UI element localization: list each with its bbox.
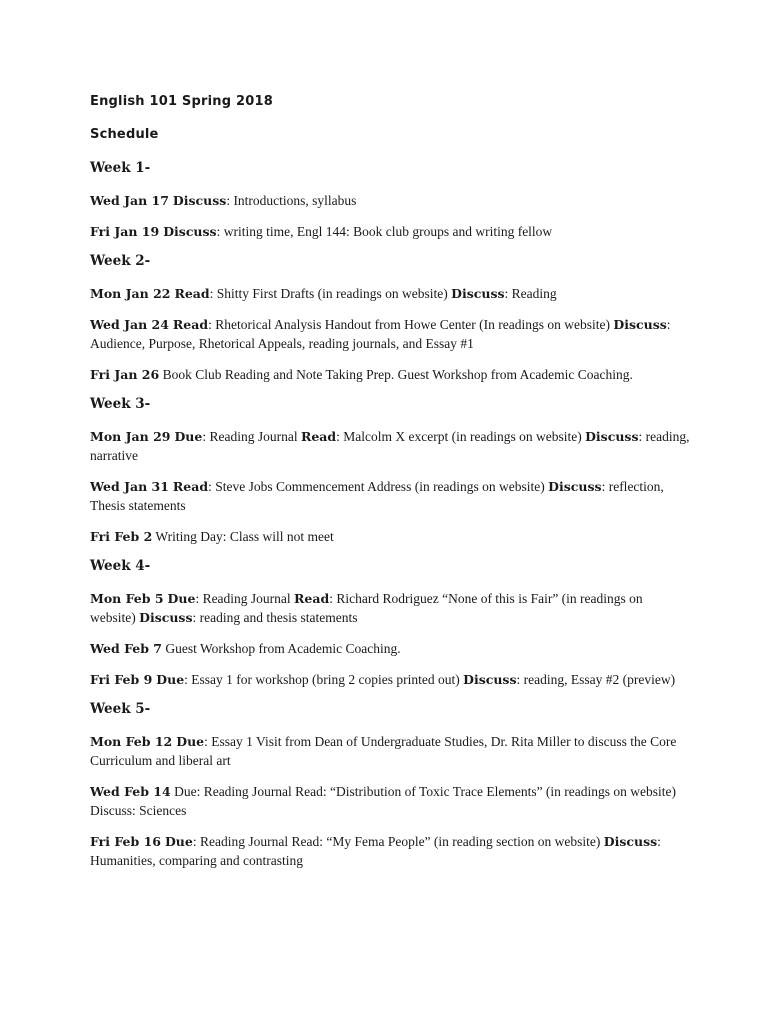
entry-keyword: Discuss [463,672,517,687]
entry-text: : Malcolm X excerpt (in readings on website) [336,429,586,444]
entry-date: Fri Jan 19 [90,224,160,239]
entry-text: : Reading Journal [202,429,301,444]
entry-text: Book Club Reading and Note Taking Prep. Guest Workshop from Academic Coaching. [159,367,633,382]
entry-date: Wed Jan 17 [90,193,169,208]
entry-keyword: Due [164,834,193,849]
schedule-entry [90,670,690,689]
week-heading: Week 4- [90,558,151,574]
schedule-entry [90,639,690,658]
entry-text: Guest Workshop from Academic Coaching. [162,641,401,656]
entry-text: : Audience, Purpose, Rhetorical Appeals, reading journals, and Essay #1 [90,317,671,351]
schedule-entry [90,222,690,241]
entry-keyword: Discuss [548,479,602,494]
schedule-entry [90,284,690,303]
entry-text: Writing Day: Class will not meet [152,529,334,544]
entry-text: : Steve Jobs Commencement Address (in readings on website) [208,479,549,494]
entry-keyword: Read [300,429,337,444]
entry-keyword: Read [172,479,209,494]
schedule-entry [90,427,690,465]
entry-keyword: Due [176,734,205,749]
entry-date: Mon Jan 29 [90,429,171,444]
week-heading: Week 3- [90,396,151,412]
entry-text: : Humanities, comparing and contrasting [90,834,661,868]
entry-text: Due: Reading Journal Read: “Distribution of Toxic Trace Elements” (in readings on website) Discuss: Sciences [90,784,677,818]
entry-text: : Rhetorical Analysis Handout from Howe Center (In readings on website) [208,317,614,332]
entry-date: Fri Feb 9 [90,672,153,687]
entry-keyword: Discuss [603,834,658,849]
week-heading: Week 1- [90,160,151,176]
document-subtitle: Schedule [90,127,159,142]
entry-text: : reading, narrative [90,429,690,463]
entry-keyword: Discuss [172,193,227,208]
schedule-entry [90,191,690,210]
entry-keyword: Due [167,591,196,606]
document-page [90,94,690,882]
entry-text: : Essay 1 Visit from Dean of Undergraduate Studies, Dr. Rita Miller to discuss the Core Curriculum and liberal art [90,734,677,768]
entry-date: Mon Feb 5 [90,591,164,606]
entry-date: Fri Feb 2 [90,529,153,544]
schedule-entry [90,832,690,870]
entry-date: Mon Feb 12 [90,734,173,749]
schedule-list [90,160,690,870]
entry-text: : Reading Journal Read: “My Fema People” (in reading section on website) [192,834,604,849]
entry-text: : Introductions, syllabus [226,193,357,208]
entry-keyword: Due [156,672,185,687]
entry-keyword: Discuss [613,317,667,332]
entry-date: Fri Jan 26 [90,367,160,382]
entry-keyword: Read [294,591,330,606]
schedule-entry [90,527,690,546]
schedule-entry [90,782,690,820]
entry-date: Wed Jan 24 [90,317,169,332]
entry-keyword: Discuss [139,610,193,625]
entry-date: Wed Feb 7 [90,641,162,656]
week-heading: Week 2- [90,253,151,269]
schedule-entry [90,477,690,515]
entry-text: : writing time, Engl 144: Book club groups and writing fellow [216,224,553,239]
entry-text: : Reading [504,286,557,301]
schedule-entry [90,589,690,627]
entry-keyword: Read [174,286,210,301]
entry-keyword: Discuss [163,224,217,239]
entry-keyword: Discuss [585,429,639,444]
document-title: English 101 Spring 2018 [90,94,273,109]
schedule-entry [90,365,690,384]
entry-text: : Shitty First Drafts (in readings on website) [209,286,452,301]
entry-date: Wed Jan 31 [90,479,169,494]
entry-text: : reflection, Thesis statements [90,479,664,513]
entry-text: : Essay 1 for workshop (bring 2 copies printed out) [184,672,464,687]
week-heading: Week 5- [90,701,151,717]
schedule-entry [90,315,690,353]
entry-date: Wed Feb 14 [90,784,171,799]
entry-text: : reading and thesis statements [192,610,358,625]
entry-date: Mon Jan 22 [90,286,171,301]
entry-keyword: Read [172,317,209,332]
entry-keyword: Discuss [451,286,505,301]
entry-date: Fri Feb 16 [90,834,161,849]
schedule-entry [90,732,690,770]
entry-text: : Reading Journal [195,591,295,606]
entry-text: : reading, Essay #2 (preview) [516,672,676,687]
entry-text: : Richard Rodriguez “None of this is Fair” (in readings on website) [90,591,643,625]
entry-keyword: Due [174,429,203,444]
